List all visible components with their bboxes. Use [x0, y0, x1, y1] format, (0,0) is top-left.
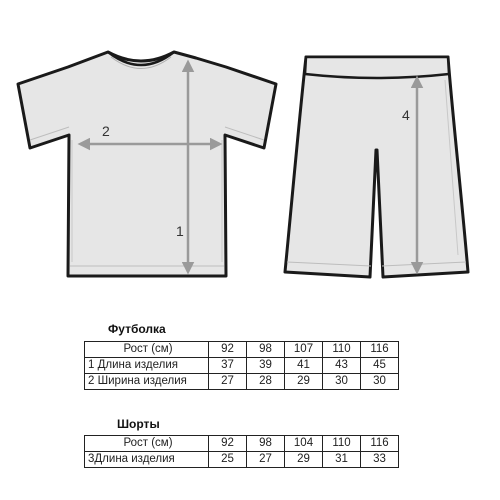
table-cell: 92: [209, 436, 247, 452]
tshirt-table-title: Футболка: [108, 322, 166, 336]
table-cell: 25: [209, 452, 247, 468]
table-cell: 92: [209, 342, 247, 358]
shorts-drawing: [285, 57, 468, 277]
table-cell: 28: [247, 374, 285, 390]
table-row: [85, 358, 399, 374]
table-cell: 33: [361, 452, 399, 468]
table-cell: 41: [285, 358, 323, 374]
table-row: [85, 342, 399, 358]
measure-label-4: 4: [402, 107, 410, 123]
shorts-size-table: [84, 435, 399, 468]
row-label: 3Длина изделия: [85, 452, 209, 468]
table-row: [85, 436, 399, 452]
row-label: 1 Длина изделия: [85, 358, 209, 374]
table-cell: 107: [285, 342, 323, 358]
table-row: [85, 374, 399, 390]
table-cell: 30: [323, 374, 361, 390]
tshirt-body: [18, 52, 276, 276]
table-cell: 116: [361, 342, 399, 358]
table-cell: 30: [361, 374, 399, 390]
table-cell: 98: [247, 436, 285, 452]
shorts-table-title: Шорты: [117, 417, 160, 431]
tshirt-size-table: [84, 341, 399, 390]
table-cell: 29: [285, 374, 323, 390]
table-cell: 39: [247, 358, 285, 374]
tshirt-drawing: [18, 52, 276, 276]
measure-label-2: 2: [102, 123, 110, 139]
row-label: 2 Ширина изделия: [85, 374, 209, 390]
table-cell: 27: [247, 452, 285, 468]
table-cell: 98: [247, 342, 285, 358]
table-cell: 110: [323, 342, 361, 358]
row-label: Рост (см): [85, 342, 209, 358]
table-cell: 45: [361, 358, 399, 374]
shorts-waistband: [305, 57, 449, 78]
table-cell: 29: [285, 452, 323, 468]
shorts-body: [285, 57, 468, 277]
table-row: [85, 452, 399, 468]
table-cell: 31: [323, 452, 361, 468]
table-cell: 37: [209, 358, 247, 374]
measure-label-1: 1: [176, 223, 184, 239]
table-cell: 110: [323, 436, 361, 452]
table-cell: 116: [361, 436, 399, 452]
table-cell: 27: [209, 374, 247, 390]
row-label: Рост (см): [85, 436, 209, 452]
table-cell: 43: [323, 358, 361, 374]
table-cell: 104: [285, 436, 323, 452]
